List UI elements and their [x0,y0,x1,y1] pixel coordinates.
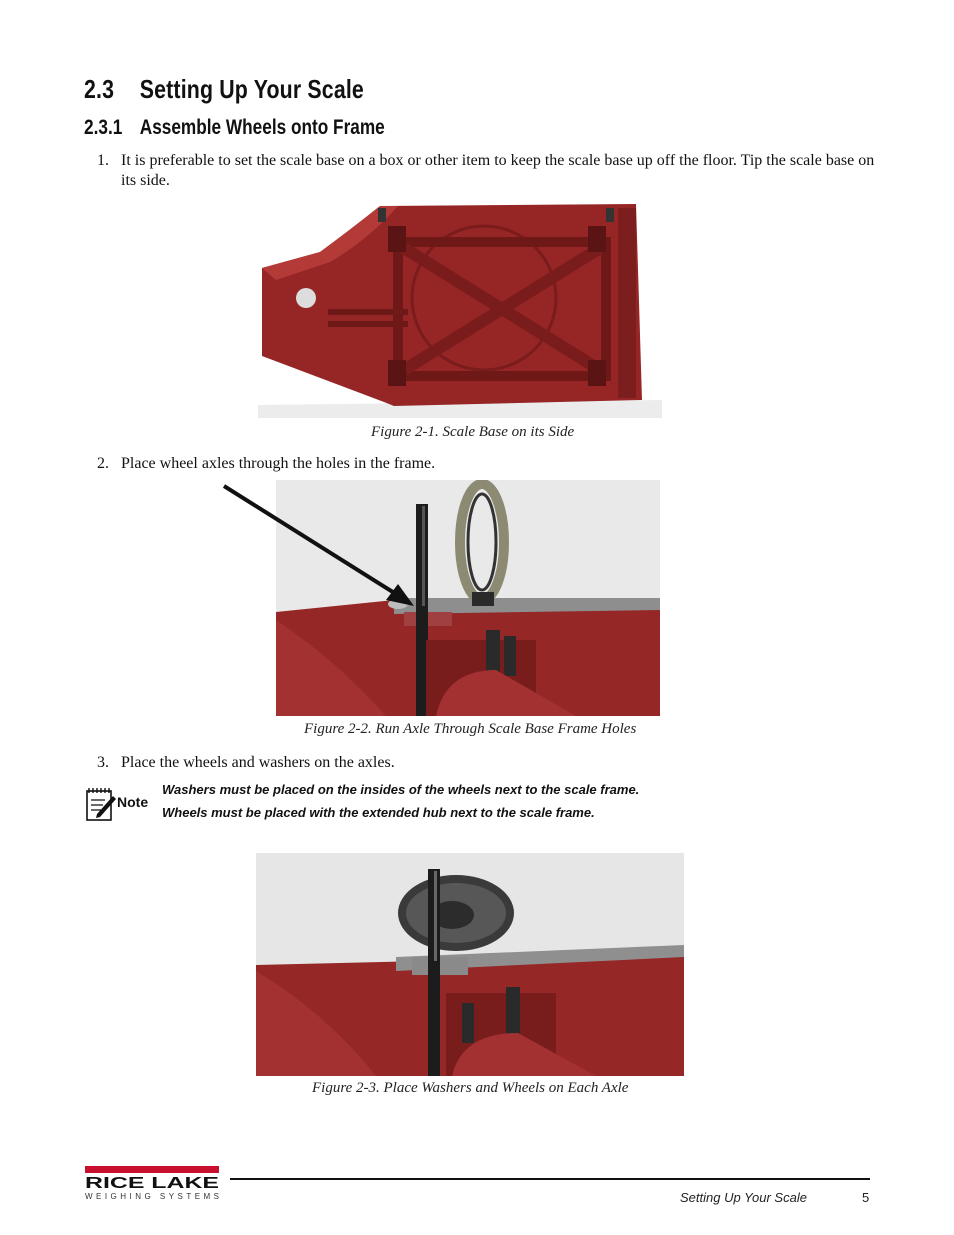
figure-scale-base-photo [258,200,662,418]
subsection-number: 2.3.1 [84,116,123,139]
figure-caption: Figure 2-2. Run Axle Through Scale Base Frame Holes [304,721,637,737]
note-label: Note [117,794,149,810]
section-heading [84,74,364,105]
note-text: Washers must be placed on the insides of the wheels next to the scale frame. [162,782,640,797]
note-icon [85,786,117,822]
step-number: 1. [97,152,109,169]
footer-section-title: Setting Up Your Scale [680,1190,807,1205]
step-text: It is preferable to set the scale base on a box or other item to keep the scale base up off the floor. Tip the scale base on its side. [121,152,875,189]
step-number: 3. [97,754,109,771]
subsection-heading [84,116,385,140]
logo-wordmark: RICE LAKE [85,1175,220,1192]
figure-caption: Figure 2-1. Scale Base on its Side [371,424,575,440]
step-text: Place wheel axles through the holes in the frame. [121,455,436,472]
step-text: Place the wheels and washers on the axles. [121,754,395,771]
figure-caption: Figure 2-3. Place Washers and Wheels on Each Axle [312,1080,629,1096]
pointer-arrow-icon [218,482,418,612]
step-number: 2. [97,455,109,472]
subsection-title: Assemble Wheels onto Frame [139,116,385,139]
footer-rule [230,1178,870,1180]
note-text: Wheels must be placed with the extended hub next to the scale frame. [162,805,595,820]
figure-wheels-photo [256,853,684,1076]
page-number: 5 [862,1190,870,1205]
rice-lake-logo [85,1166,223,1202]
section-number: 2.3 [84,74,115,104]
section-title: Setting Up Your Scale [139,74,364,104]
logo-tagline: WEIGHING SYSTEMS [85,1192,219,1201]
